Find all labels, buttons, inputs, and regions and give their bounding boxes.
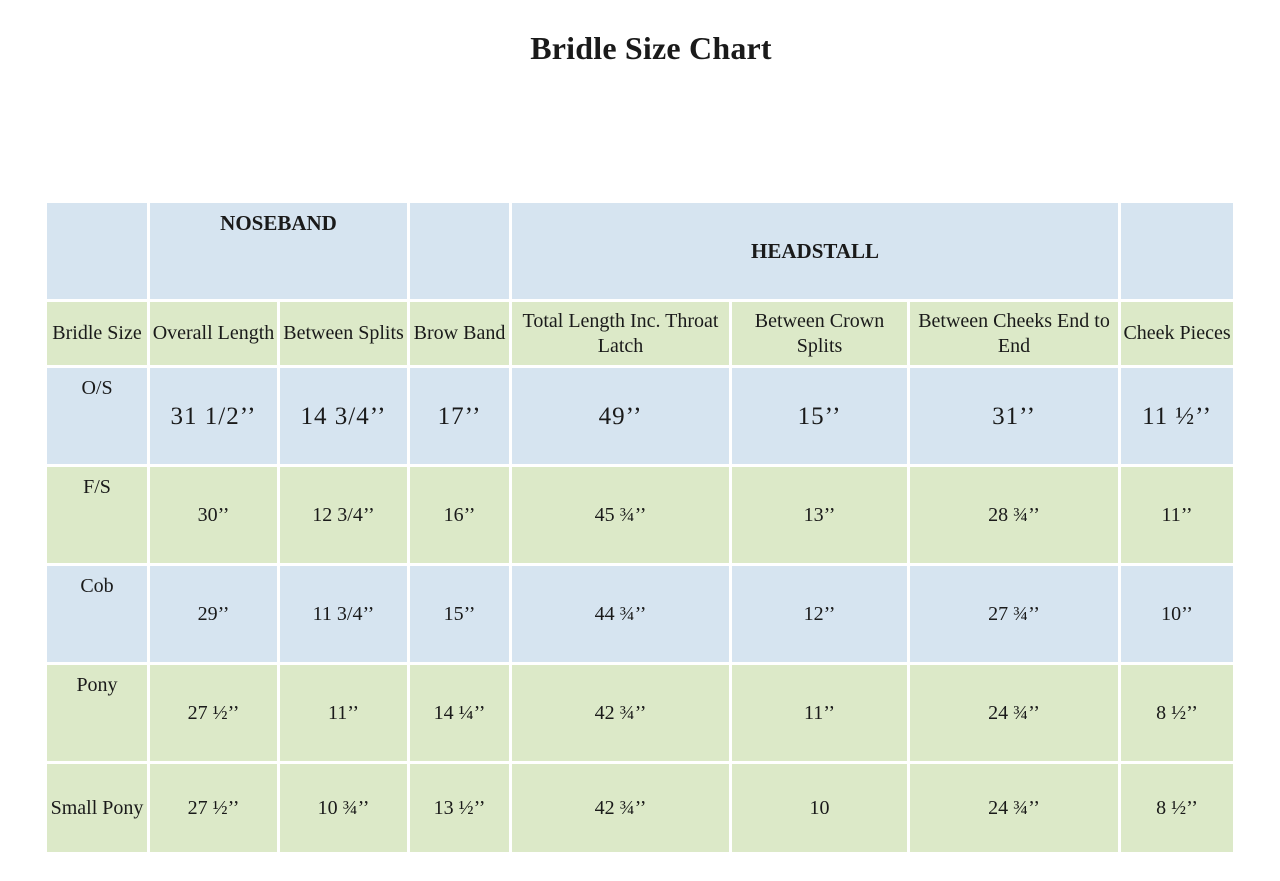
cell-between-splits: 11 3/4’’ (279, 565, 409, 664)
noseband-group-header: NOSEBAND (149, 202, 409, 301)
column-header-row (46, 301, 1235, 367)
table-row (46, 367, 1235, 466)
cell-cheek-pieces: 8 ½’’ (1120, 664, 1235, 763)
bridle-size-table (44, 200, 1236, 855)
row-size-label: Pony (46, 664, 149, 763)
cell-brow-band: 15’’ (409, 565, 511, 664)
cell-between-crown-splits: 13’’ (731, 466, 909, 565)
header-between-cheeks: Between Cheeks End to End (909, 301, 1120, 367)
table-row (46, 664, 1235, 763)
header-brow-band: Brow Band (409, 301, 511, 367)
cell-total-length: 44 ¾’’ (511, 565, 731, 664)
cell-cheek-pieces: 11’’ (1120, 466, 1235, 565)
row-size-label: Cob (46, 565, 149, 664)
group-cell-empty-brow (409, 202, 511, 301)
row-size-label: O/S (46, 367, 149, 466)
cell-overall-length: 30’’ (149, 466, 279, 565)
header-cheek-pieces: Cheek Pieces (1120, 301, 1235, 367)
row-size-label: Small Pony (46, 763, 149, 854)
table-row (46, 763, 1235, 854)
group-cell-empty-size (46, 202, 149, 301)
cell-between-splits: 14 3/4’’ (279, 367, 409, 466)
headstall-group-header: HEADSTALL (511, 202, 1120, 301)
cell-between-splits: 10 ¾’’ (279, 763, 409, 854)
cell-brow-band: 17’’ (409, 367, 511, 466)
table-row (46, 565, 1235, 664)
header-between-splits: Between Splits (279, 301, 409, 367)
header-overall-length: Overall Length (149, 301, 279, 367)
cell-cheek-pieces: 10’’ (1120, 565, 1235, 664)
cell-between-crown-splits: 15’’ (731, 367, 909, 466)
cell-total-length: 42 ¾’’ (511, 763, 731, 854)
header-total-length: Total Length Inc. Throat Latch (511, 301, 731, 367)
cell-total-length: 45 ¾’’ (511, 466, 731, 565)
cell-total-length: 42 ¾’’ (511, 664, 731, 763)
cell-between-cheeks: 31’’ (909, 367, 1120, 466)
cell-brow-band: 13 ½’’ (409, 763, 511, 854)
cell-between-splits: 11’’ (279, 664, 409, 763)
cell-between-cheeks: 28 ¾’’ (909, 466, 1120, 565)
cell-overall-length: 31 1/2’’ (149, 367, 279, 466)
cell-total-length: 49’’ (511, 367, 731, 466)
cell-cheek-pieces: 8 ½’’ (1120, 763, 1235, 854)
cell-between-crown-splits: 10 (731, 763, 909, 854)
cell-between-cheeks: 27 ¾’’ (909, 565, 1120, 664)
group-cell-empty-cheek (1120, 202, 1235, 301)
cell-cheek-pieces: 11 ½’’ (1120, 367, 1235, 466)
cell-between-cheeks: 24 ¾’’ (909, 664, 1120, 763)
cell-between-splits: 12 3/4’’ (279, 466, 409, 565)
cell-overall-length: 27 ½’’ (149, 664, 279, 763)
row-size-label: F/S (46, 466, 149, 565)
cell-overall-length: 29’’ (149, 565, 279, 664)
page-title: Bridle Size Chart (530, 30, 772, 66)
cell-between-cheeks: 24 ¾’’ (909, 763, 1120, 854)
table-row (46, 466, 1235, 565)
header-bridle-size: Bridle Size (46, 301, 149, 367)
cell-between-crown-splits: 11’’ (731, 664, 909, 763)
cell-brow-band: 16’’ (409, 466, 511, 565)
cell-between-crown-splits: 12’’ (731, 565, 909, 664)
cell-overall-length: 27 ½’’ (149, 763, 279, 854)
group-header-row (46, 202, 1235, 301)
cell-brow-band: 14 ¼’’ (409, 664, 511, 763)
header-between-crown-splits: Between Crown Splits (731, 301, 909, 367)
